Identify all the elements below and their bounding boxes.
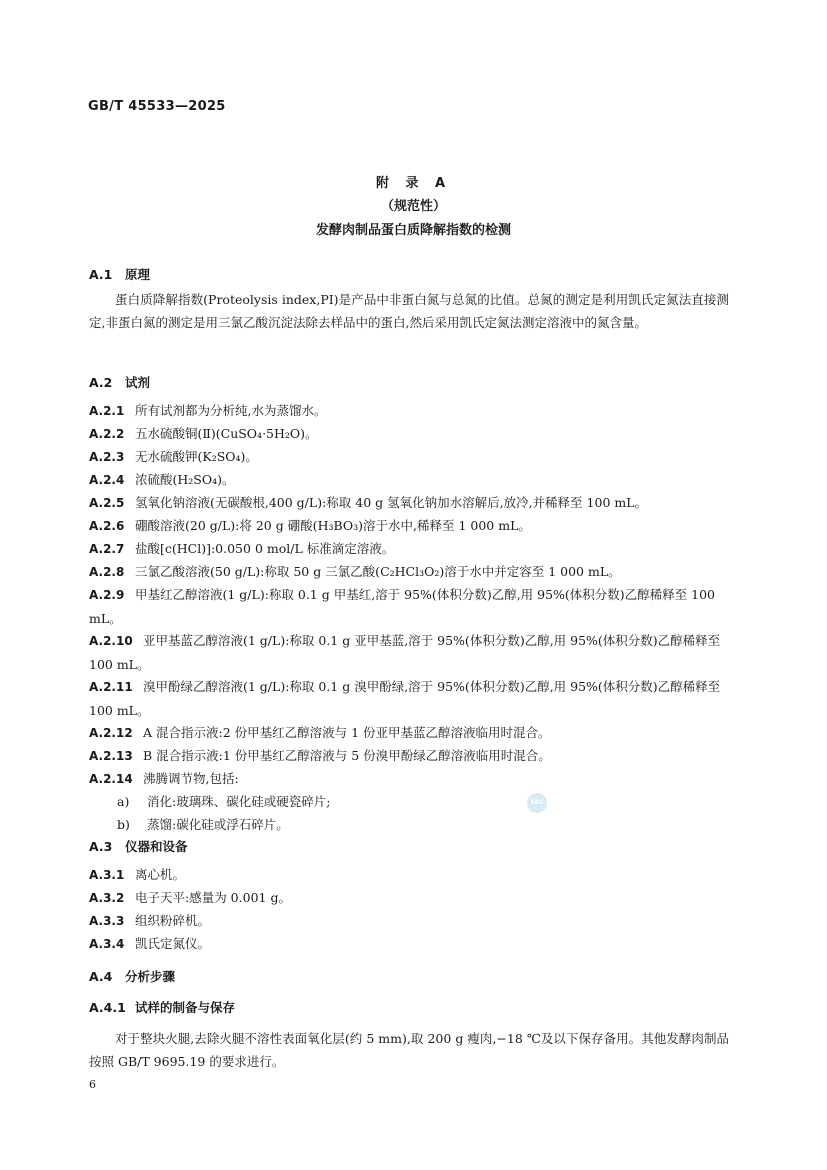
section-title: 仪器和设备 bbox=[125, 839, 188, 854]
paragraph-principle: 蛋白质降解指数(Proteolysis index,PI)是产品中非蛋白氮与总氮的比值。总氮的测定是利用凯氏定氮法直接测定,非蛋白氮的测定是用三氯乙酸沉淀法除去样品中的蛋白,然后采用凯氏定氮法测定溶液中的氮含量。 bbox=[89, 292, 729, 330]
item-number: A.2.2 bbox=[89, 427, 125, 441]
sub-item bbox=[117, 790, 330, 813]
watermark-logo: SBC bbox=[527, 793, 547, 813]
item-number: A.3.3 bbox=[89, 914, 125, 928]
item-text: 沸腾调节物,包括: bbox=[143, 771, 239, 786]
item-text: 硼酸溶液(20 g/L):将 20 g 硼酸(H₃BO₃)溶于水中,稀释至 1 000 mL。 bbox=[135, 518, 531, 533]
subsection-heading-a41 bbox=[89, 998, 235, 1016]
reagent-item bbox=[89, 560, 729, 584]
item-number: A.2.1 bbox=[89, 404, 125, 418]
reagent-item bbox=[89, 629, 729, 676]
item-number: A.3.4 bbox=[89, 937, 125, 951]
item-text: A 混合指示液:2 份甲基红乙醇溶液与 1 份亚甲基蓝乙醇溶液临用时混合。 bbox=[143, 725, 551, 740]
section-number: A.2 bbox=[89, 375, 113, 390]
sub-item-text: 消化:玻璃珠、碳化硅或硬瓷碎片; bbox=[147, 794, 331, 809]
section-heading-a1 bbox=[89, 265, 150, 283]
item-text: 浓硫酸(H₂SO₄)。 bbox=[135, 472, 235, 487]
item-number: A.2.5 bbox=[89, 496, 125, 510]
section-title: 原理 bbox=[125, 267, 151, 282]
annex-type: （规范性） bbox=[380, 199, 446, 214]
item-text: 三氯乙酸溶液(50 g/L):称取 50 g 三氯乙酸(C₂HCl₃O₂)溶于水中并定容至 1 000 mL。 bbox=[135, 564, 621, 579]
section-title: 分析步骤 bbox=[125, 969, 176, 984]
item-text: 甲基红乙醇溶液(1 g/L):称取 0.1 g 甲基红,溶于 95%(体积分数)乙醇,用 95%(体积分数)乙醇稀释至 100 mL。 bbox=[89, 587, 716, 626]
item-number: A.2.6 bbox=[89, 519, 125, 533]
section-heading-a4 bbox=[89, 967, 175, 985]
reagent-item bbox=[89, 468, 729, 492]
section-number: A.3 bbox=[89, 839, 113, 854]
reagent-item bbox=[89, 537, 729, 561]
equipment-item bbox=[89, 932, 729, 956]
item-number: A.2.12 bbox=[89, 726, 133, 740]
item-text: 盐酸[c(HCl)]:0.050 0 mol/L 标准滴定溶液。 bbox=[135, 541, 395, 556]
reagent-item bbox=[89, 399, 729, 423]
section-number: A.4.1 bbox=[89, 1000, 126, 1015]
item-number: A.2.9 bbox=[89, 588, 125, 602]
item-text: 氢氧化钠溶液(无碳酸根,400 g/L):称取 40 g 氢氧化钠加水溶解后,放冷,并稀释至 100 mL。 bbox=[135, 495, 648, 510]
sub-item bbox=[117, 813, 289, 836]
equipment-item bbox=[89, 909, 729, 933]
item-number: A.2.4 bbox=[89, 473, 125, 487]
item-number: A.2.10 bbox=[89, 634, 133, 648]
item-number: A.2.13 bbox=[89, 749, 133, 763]
item-text: 溴甲酚绿乙醇溶液(1 g/L):称取 0.1 g 溴甲酚绿,溶于 95%(体积分数)乙醇,用 95%(体积分数)乙醇稀释至 100 mL。 bbox=[89, 679, 721, 718]
paragraph-sample-prep: 对于整块火腿,去除火腿不溶性表面氧化层(约 5 mm),取 200 g 瘦肉,−18 ℃及以下保存备用。其他发酵肉制品按照 GB/T 9695.19 的要求进行。 bbox=[89, 1031, 729, 1069]
item-text: 无水硫酸钾(K₂SO₄)。 bbox=[135, 449, 258, 464]
item-number: A.2.8 bbox=[89, 565, 125, 579]
item-text: 离心机。 bbox=[135, 867, 186, 882]
annex-label: 附 录 A bbox=[375, 176, 452, 191]
reagent-item bbox=[89, 583, 729, 630]
reagent-item bbox=[89, 422, 729, 446]
item-number: A.2.7 bbox=[89, 542, 125, 556]
item-number: A.2.14 bbox=[89, 772, 133, 786]
reagent-item bbox=[89, 491, 729, 515]
item-text: 组织粉碎机。 bbox=[135, 913, 211, 928]
page-number: 6 bbox=[89, 1078, 96, 1091]
equipment-item bbox=[89, 863, 729, 887]
section-heading-a3 bbox=[89, 837, 188, 855]
item-text: 五水硫酸铜(Ⅱ)(CuSO₄·5H₂O)。 bbox=[135, 426, 318, 441]
reagent-item bbox=[89, 514, 729, 538]
reagent-item bbox=[89, 744, 729, 768]
item-number: A.2.3 bbox=[89, 450, 125, 464]
reagent-item bbox=[89, 675, 729, 722]
item-text: 电子天平:感量为 0.001 g。 bbox=[135, 890, 291, 905]
item-text: 凯氏定氮仪。 bbox=[135, 936, 211, 951]
section-number: A.4 bbox=[89, 969, 113, 984]
item-text: 亚甲基蓝乙醇溶液(1 g/L):称取 0.1 g 亚甲基蓝,溶于 95%(体积分数)乙醇,用 95%(体积分数)乙醇稀释至 100 mL。 bbox=[89, 633, 721, 672]
section-title: 试剂 bbox=[125, 375, 151, 390]
reagent-item bbox=[89, 767, 729, 791]
section-number: A.1 bbox=[89, 267, 113, 282]
item-text: B 混合指示液:1 份甲基红乙醇溶液与 5 份溴甲酚绿乙醇溶液临用时混合。 bbox=[143, 748, 551, 763]
reagent-item bbox=[89, 445, 729, 469]
reagent-item bbox=[89, 721, 729, 745]
item-text: 所有试剂都为分析纯,水为蒸馏水。 bbox=[135, 403, 327, 418]
item-number: A.2.11 bbox=[89, 680, 133, 694]
standard-number: GB/T 45533—2025 bbox=[88, 99, 226, 114]
item-number: A.3.2 bbox=[89, 891, 125, 905]
section-title: 试样的制备与保存 bbox=[135, 1000, 236, 1015]
sub-item-text: 蒸馏:碳化硅或浮石碎片。 bbox=[147, 817, 289, 832]
item-number: A.3.1 bbox=[89, 868, 125, 882]
section-heading-a2 bbox=[89, 373, 150, 391]
equipment-item bbox=[89, 886, 729, 910]
annex-title: 发酵肉制品蛋白质降解指数的检测 bbox=[315, 223, 511, 238]
sub-item-mark: b) bbox=[117, 817, 130, 832]
sub-item-mark: a) bbox=[117, 794, 130, 809]
